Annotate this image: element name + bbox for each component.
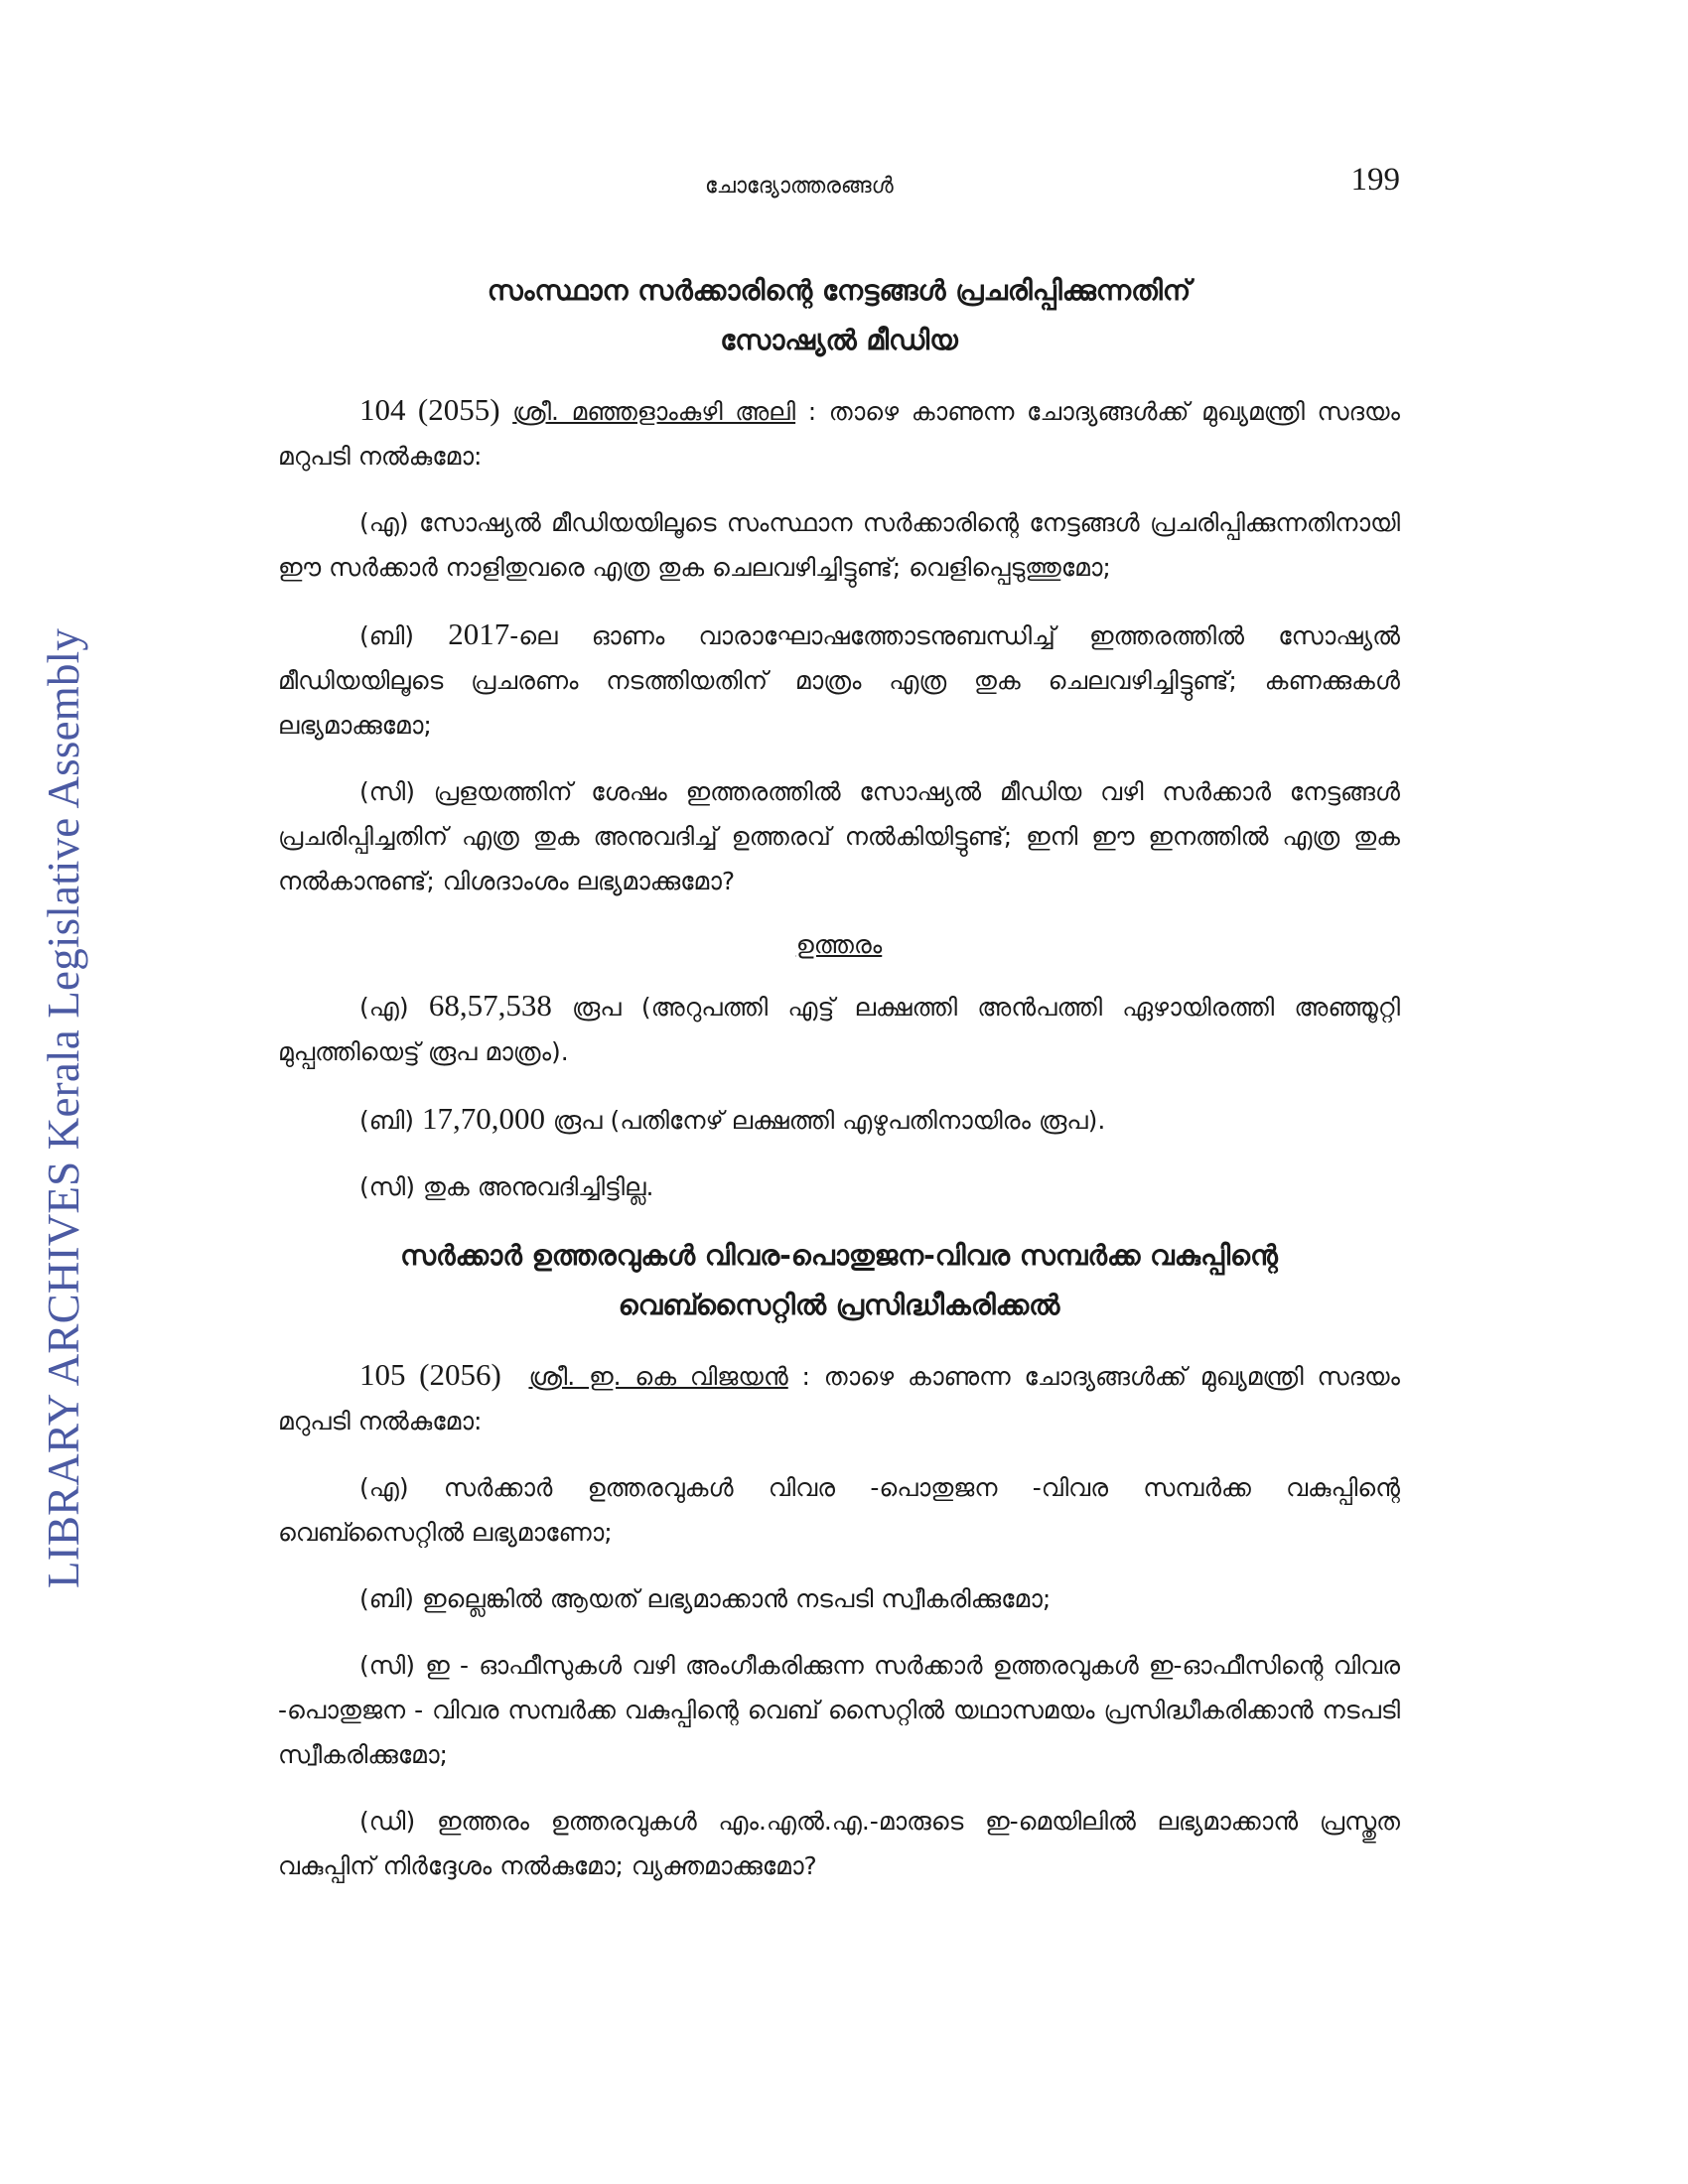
question-104-title	[278, 266, 1400, 365]
member-name: ശ്രീ. മഞ്ഞളാംകുഴി അലി	[512, 397, 796, 426]
page-number: 199	[1350, 162, 1400, 198]
question-105-part-a: (എ) സർക്കാർ ഉത്തരവുകൾ വിവര -പൊതുജന -വിവര സമ്പർക്ക വകുപ്പിന്റെ വെബ്സൈറ്റിൽ ലഭ്യമാണോ;	[278, 1473, 1400, 1547]
page-header	[278, 164, 1400, 204]
question-105-part-d: (ഡി) ഇത്തരം ഉത്തരവുകൾ എം.എൽ.എ.-മാരുടെ ഇ-മെയിലിൽ ലഭ്യമാക്കാൻ പ്രസ്തുത വകുപ്പിന് നിർദ്ദേശം നൽകുമോ; വ്യക്തമാക്കുമോ?	[278, 1807, 1400, 1880]
answer-text: രൂപ (അറുപത്തി എട്ട് ലക്ഷത്തി അൻപത്തി ഏഴായിരത്തി അഞ്ഞൂറ്റി മുപ്പത്തിയെട്ട് രൂപ മാത്രം).	[278, 993, 1400, 1066]
part-label: (എ)	[359, 993, 429, 1022]
question-104-part-a: (എ) സോഷ്യൽ മീഡിയയിലൂടെ സംസ്ഥാന സർക്കാരിന്റെ നേട്ടങ്ങൾ പ്രചരിപ്പിക്കുന്നതിനായി ഈ സർക്കാർ നാളിതുവരെ എത്ര തുക ചെലവഴിച്ചിട്ടുണ്ട്; വെളിപ്പെടുത്തുമോ;	[278, 508, 1400, 582]
title-line: സർക്കാർ ഉത്തരവുകൾ വിവര-പൊതുജന-വിവര സമ്പർക്ക വകുപ്പിന്റെ	[400, 1239, 1278, 1272]
amount: 17,70,000	[421, 1101, 545, 1136]
question-105-title	[278, 1231, 1400, 1330]
question-104-part-c: (സി) പ്രളയത്തിന് ശേഷം ഇത്തരത്തിൽ സോഷ്യൽ മീഡിയ വഴി സർക്കാർ നേട്ടങ്ങൾ പ്രചരിപ്പിച്ചതിന് എത്ര തുക അനുവദിച്ച് ഉത്തരവ് നൽകിയിട്ടുണ്ട്; ഇനി ഈ ഇനത്തിൽ എത്ര തുക നൽകാനുണ്ട്; വിശദാംശം ലഭ്യമാക്കുമോ?	[278, 777, 1400, 895]
question-105-part-c: (സി) ഇ - ഓഫീസുകൾ വഴി അംഗീകരിക്കുന്ന സർക്കാർ ഉത്തരവുകൾ ഇ-ഓഫീസിന്റെ വിവര -പൊതുജന - വിവര സമ്പർക്ക വകുപ്പിന്റെ വെബ് സൈറ്റിൽ യഥാസമയം പ്രസിദ്ധീകരിക്കാൻ നടപടി സ്വീകരിക്കുമോ;	[278, 1651, 1400, 1769]
question-105-intro	[278, 1352, 1400, 1443]
question-105-part-b: (ബി) ഇല്ലെങ്കിൽ ആയത് ലഭ്യമാക്കാൻ നടപടി സ്വീകരിക്കുമോ;	[359, 1584, 1052, 1613]
question-104-part-b	[278, 612, 1400, 748]
intro-text: : താഴെ കാണുന്ന ചോദ്യങ്ങൾക്ക് മുഖ്യമന്ത്രി സദയം മറുപടി നൽകുമോ:	[278, 1362, 1400, 1435]
answer-104-part-c: (സി) തുക അനുവദിച്ചിട്ടില്ല.	[359, 1172, 654, 1201]
running-head: ചോദ്യോത്തരങ്ങൾ	[705, 174, 894, 199]
intro-text: : താഴെ കാണുന്ന ചോദ്യങ്ങൾക്ക് മുഖ്യമന്ത്രി സദയം മറുപടി നൽകുമോ:	[278, 397, 1401, 471]
question-number: 105 (2056)	[359, 1357, 501, 1392]
answer-104-part-a	[278, 983, 1400, 1074]
question-104-intro	[278, 387, 1400, 478]
part-label: (ബി)	[359, 621, 449, 650]
part-text: -ലെ ഓണം വാരാഘോഷത്തോടനുബന്ധിച്ച് ഇത്തരത്തിൽ സോഷ്യൽ മീഡിയയിലൂടെ പ്രചരണം നടത്തിയതിന് മാത്രം എത്ര തുക ചെലവഴിച്ചിട്ടുണ്ട്; കണക്കുകൾ ലഭ്യമാക്കുമോ;	[278, 621, 1400, 740]
amount: 68,57,538	[428, 988, 552, 1023]
year: 2017	[448, 616, 510, 651]
answer-heading: ഉത്തരം	[795, 930, 883, 959]
question-number: 104 (2055)	[359, 392, 500, 427]
part-label: (ബി)	[359, 1106, 422, 1135]
answer-text: രൂപ (പതിനേഴ് ലക്ഷത്തി എഴുപതിനായിരം രൂപ).	[544, 1106, 1106, 1135]
page-content	[278, 266, 1400, 1910]
answer-104-part-b	[278, 1096, 1400, 1143]
archive-watermark: LIBRARY ARCHIVES Kerala Legislative Assembly	[39, 627, 88, 1588]
title-line: വെബ്സൈറ്റിൽ പ്രസിദ്ധീകരിക്കൽ	[618, 1289, 1060, 1321]
title-line: സംസ്ഥാന സർക്കാരിന്റെ നേട്ടങ്ങൾ പ്രചരിപ്പിക്കുന്നതിന്	[487, 274, 1192, 307]
title-line: സോഷ്യൽ മീഡിയ	[720, 324, 958, 356]
member-name: ശ്രീ. ഇ. കെ വിജയൻ	[528, 1362, 788, 1391]
